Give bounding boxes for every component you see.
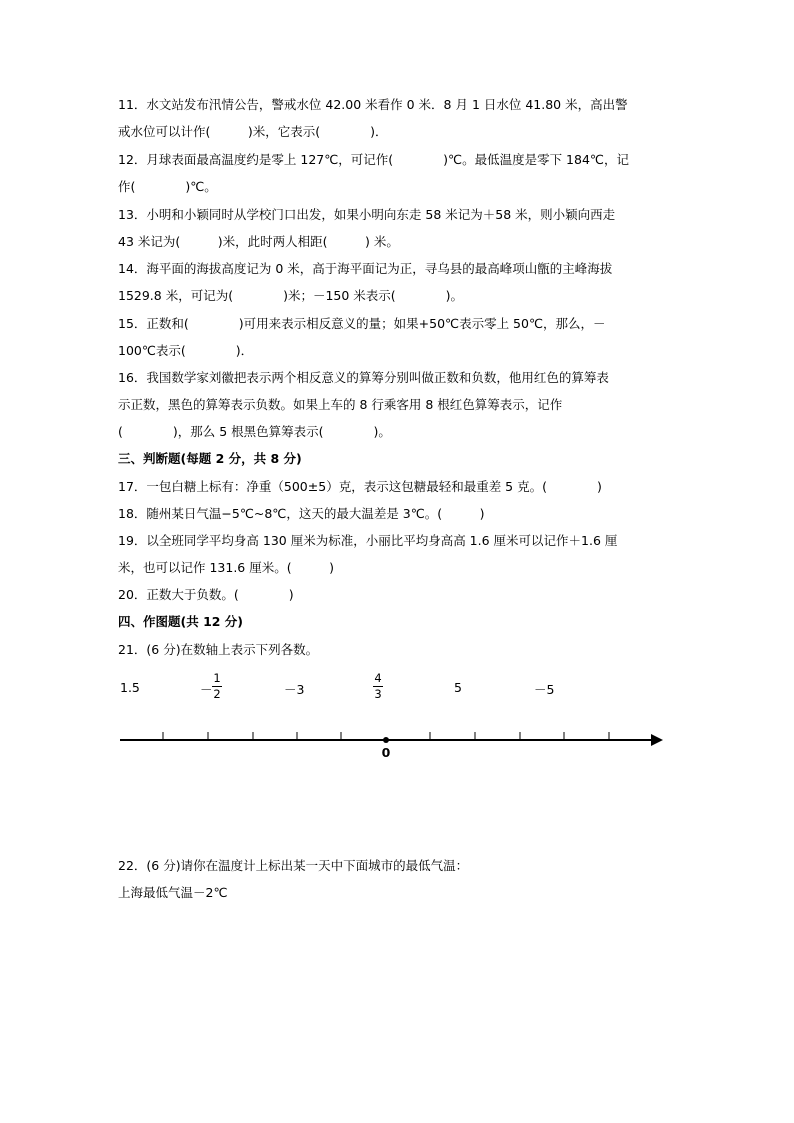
number-1-5: 1.5 — [120, 680, 140, 695]
q14-line-1: 14．海平面的海拔高度记为 0 米，高于海平面记为正，寻乌县的最高峰项山甑的主峰海拔 — [118, 261, 613, 276]
fraction-one-half — [212, 672, 222, 701]
q14-line-2: 1529.8 米，可记为( )米；－150 米表示( )。 — [118, 288, 464, 303]
q16-line-2: 示正数，黑色的算筹表示负数。如果上车的 8 行乘客用 8 根红色算筹表示，记作 — [118, 397, 563, 412]
q22-line: 22．(6 分)请你在温度计上标出某一天中下面城市的最低气温： — [118, 858, 469, 873]
minus-sign: － — [200, 682, 213, 697]
section-4-heading: 四、作图题(共 12 分) — [118, 614, 244, 629]
number-neg-3: －3 — [284, 682, 305, 697]
fraction-denominator: 3 — [374, 687, 382, 701]
q12-line-1: 12．月球表面最高温度约是零上 127℃，可记作( )℃。最低温度是零下 184℃，记 — [118, 152, 629, 167]
origin-point — [383, 737, 389, 743]
q15-line-1: 15．正数和( )可用来表示相反意义的量；如果+50℃表示零上 50℃，那么，－ — [118, 316, 606, 331]
q19-line-1: 19．以全班同学平均身高 130 厘米为标准，小丽比平均身高高 1.6 厘米可以记作＋1.6 厘 — [118, 533, 618, 548]
q13-line-1: 13．小明和小颖同时从学校门口出发，如果小明向东走 58 米记为＋58 米，则小颖向西走 — [118, 207, 616, 222]
q11-line-1: 11．水文站发布汛情公告，警戒水位 42.00 米看作 0 米．8 月 1 日水位 41.80 米，高出警 — [118, 97, 628, 112]
q13-line-2: 43 米记为( )米，此时两人相距( ) 米。 — [118, 234, 399, 249]
fraction-numerator: 4 — [374, 671, 382, 685]
q18-line: 18．随州某日气温−5℃~8℃，这天的最大温差是 3℃。( ) — [118, 506, 485, 521]
q16-line-1: 16．我国数学家刘徽把表示两个相反意义的算筹分别叫做正数和负数，他用红色的算筹表 — [118, 370, 609, 385]
q20-line: 20．正数大于负数。( ) — [118, 587, 294, 602]
q15-line-2: 100℃表示( )． — [118, 343, 254, 358]
q21-line: 21．(6 分)在数轴上表示下列各数。 — [118, 642, 319, 657]
q19-line-2: 米，也可以记作 131.6 厘米。( ) — [118, 560, 334, 575]
q12-line-2: 作( )℃。 — [118, 179, 217, 194]
fraction-four-thirds — [373, 672, 383, 701]
number-neg-5: －5 — [534, 682, 555, 697]
q17-line: 17．一包白糖上标有：净重（500±5）克，表示这包糖最轻和最重差 5 克。( ) — [118, 479, 602, 494]
fraction-denominator: 2 — [213, 687, 221, 701]
numbers-row — [118, 672, 678, 712]
q11-line-2: 戒水位可以计作( )米，它表示( )． — [118, 124, 388, 139]
origin-label: 0 — [381, 745, 391, 760]
fraction-numerator: 1 — [213, 671, 221, 685]
number-line — [110, 725, 670, 765]
number-line-arrow — [651, 734, 663, 746]
q22-sub-line: 上海最低气温－2℃ — [118, 885, 228, 900]
number-5: 5 — [454, 680, 462, 695]
section-3-heading: 三、判断题(每题 2 分，共 8 分) — [118, 451, 302, 466]
q16-line-3: ( )，那么 5 根黑色算筹表示( )。 — [118, 424, 391, 439]
